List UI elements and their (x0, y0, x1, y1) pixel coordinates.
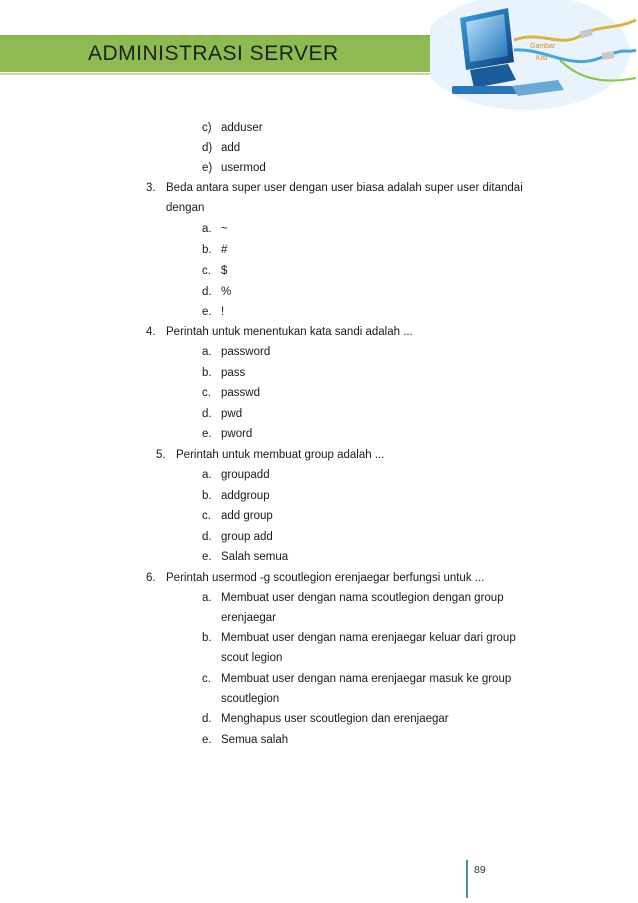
question-text: Perintah untuk membuat group adalah ... (176, 449, 385, 461)
option-text: add group (221, 510, 273, 522)
question-number: 5. (156, 449, 166, 461)
option-marker: c. (202, 387, 211, 399)
question-number: 6. (146, 572, 156, 584)
option-text: # (221, 244, 228, 256)
option-marker: a. (202, 346, 212, 358)
question-text: Beda antara super user dengan user biasa adalah super user ditandai (166, 182, 523, 194)
option-text: ~ (221, 223, 228, 235)
option-text: scoutlegion (221, 693, 280, 705)
option-text: pass (221, 367, 246, 379)
page-number: 89 (474, 864, 486, 876)
option-marker: a. (202, 223, 212, 235)
option-text: passwd (221, 387, 260, 399)
option-marker: d. (202, 713, 212, 725)
option-text: Membuat user dengan nama scoutlegion dengan group (221, 592, 504, 604)
question-text: Perintah usermod -g scoutlegion erenjaegar berfungsi untuk ... (166, 572, 485, 584)
page-header-title: ADMINISTRASI SERVER (88, 42, 339, 65)
option-marker: b. (202, 367, 212, 379)
option-text: % (221, 286, 232, 298)
option-text: groupadd (221, 469, 270, 481)
option-text: Menghapus user scoutlegion dan erenjaegar (221, 713, 449, 725)
option-marker: b. (202, 490, 212, 502)
option-marker: e. (202, 428, 212, 440)
option-text: Semua salah (221, 734, 289, 746)
option-text: ! (221, 306, 225, 318)
question-text: Perintah untuk menentukan kata sandi adalah ... (166, 326, 413, 338)
question-number: 4. (146, 326, 156, 338)
option-marker: d. (202, 408, 212, 420)
svg-text:Gambar: Gambar (530, 43, 556, 50)
option-marker: d) (202, 142, 213, 154)
option-marker: a. (202, 592, 212, 604)
option-marker: c. (202, 673, 211, 685)
option-marker: e. (202, 551, 212, 563)
computer-network-icon (430, 0, 638, 110)
option-text: password (221, 346, 271, 358)
option-marker: b. (202, 632, 212, 644)
option-marker: e) (202, 162, 213, 174)
header-stripe (0, 73, 446, 75)
option-marker: e. (202, 306, 212, 318)
footer-rule (466, 860, 468, 898)
option-text: Membuat user dengan nama erenjaegar masuk ke group (221, 673, 512, 685)
option-text: group add (221, 531, 273, 543)
option-marker: c. (202, 265, 211, 277)
option-marker: b. (202, 244, 212, 256)
option-text: adduser (221, 122, 263, 134)
option-marker: c) (202, 122, 212, 134)
option-text: Membuat user dengan nama erenjaegar keluar dari group (221, 632, 516, 644)
svg-text:Kisi: Kisi (536, 55, 548, 62)
option-text: Salah semua (221, 551, 289, 563)
option-marker: d. (202, 286, 212, 298)
option-marker: d. (202, 531, 212, 543)
option-text: pwd (221, 408, 243, 420)
option-text: pword (221, 428, 253, 440)
question-text: dengan (166, 202, 205, 214)
option-text: scout legion (221, 652, 283, 664)
option-text: $ (221, 265, 228, 277)
option-marker: a. (202, 469, 212, 481)
option-marker: c. (202, 510, 211, 522)
option-text: addgroup (221, 490, 270, 502)
option-marker: e. (202, 734, 212, 746)
option-text: erenjaegar (221, 612, 276, 624)
option-text: usermod (221, 162, 266, 174)
question-number: 3. (146, 182, 156, 194)
option-text: add (221, 142, 241, 154)
